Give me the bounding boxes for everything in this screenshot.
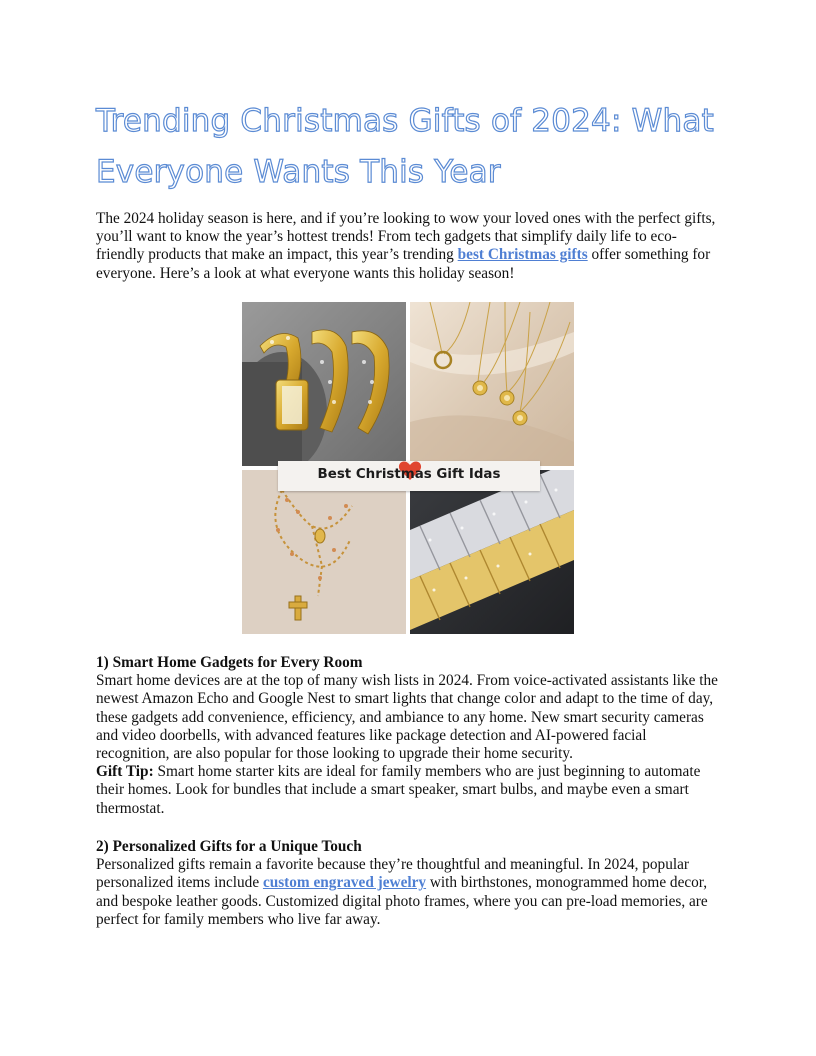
gift-tip-label: Gift Tip: [96, 763, 154, 781]
section-heading: 1) Smart Home Gadgets for Every Room [96, 654, 363, 671]
banner-text: Best Christmas Gift Idas [317, 467, 501, 482]
collage-banner [278, 461, 540, 491]
section-heading: 2) Personalized Gifts for a Unique Touch [96, 838, 362, 855]
intro-text-after: offer something for everyone. Here’s a look at what everyone wants this holiday season! [96, 246, 711, 282]
intro-text-before: The 2024 holiday season is here, and if you’re looking to wow your loved ones with the perfect gifts, you’ll want to know the year’s hottest trends! From tech gadgets that simplify daily life to eco-friendly products that make an impact, this year’s trending [96, 210, 716, 264]
gift-tip [96, 763, 720, 818]
intro-paragraph [96, 210, 720, 283]
section-text-before: Personalized gifts remain a favorite because they’re thoughtful and meaningful. In 2024, popular personalized items include [96, 856, 689, 892]
custom-engraved-jewelry-link[interactable]: custom engraved jewelry [262, 874, 427, 892]
section-personalized-gifts [96, 838, 720, 929]
section-text-after: with birthstones, monogrammed home decor, and bespoke leather goods. Customized digital photo frames, where you can pre-load memories, are perfect for family members who live far away. [96, 874, 708, 928]
gift-tip-text: Smart home starter kits are ideal for family members who are just beginning to automate their homes. Look for bundles that include a smart speaker, smart bulbs, and maybe even a smart thermostat. [96, 763, 701, 817]
rosary-necklace-photo [242, 470, 406, 634]
best-christmas-gifts-link[interactable]: best Christmas gifts [457, 246, 588, 264]
page-title: Trending Christmas Gifts of 2024: What Everyone Wants This Year [96, 103, 714, 190]
cuban-chain-photo [242, 302, 406, 466]
jewelry-collage-image [242, 302, 574, 634]
iced-chain-photo [410, 470, 574, 634]
section-body [96, 856, 720, 929]
section-body: Smart home devices are at the top of many wish lists in 2024. From voice-activated assistants like the newest Amazon Echo and Google Nest to smart lights that change color and adapt to the time of day, these gadgets add convenience, efficiency, and ambiance to any home. New smart security cameras and video doorbells, with advanced features like package detection and AI-powered facial recognition, are also popular for those looking to upgrade their home security. [96, 672, 718, 763]
coin-necklace-photo [410, 302, 574, 466]
section-smart-home [96, 654, 720, 818]
